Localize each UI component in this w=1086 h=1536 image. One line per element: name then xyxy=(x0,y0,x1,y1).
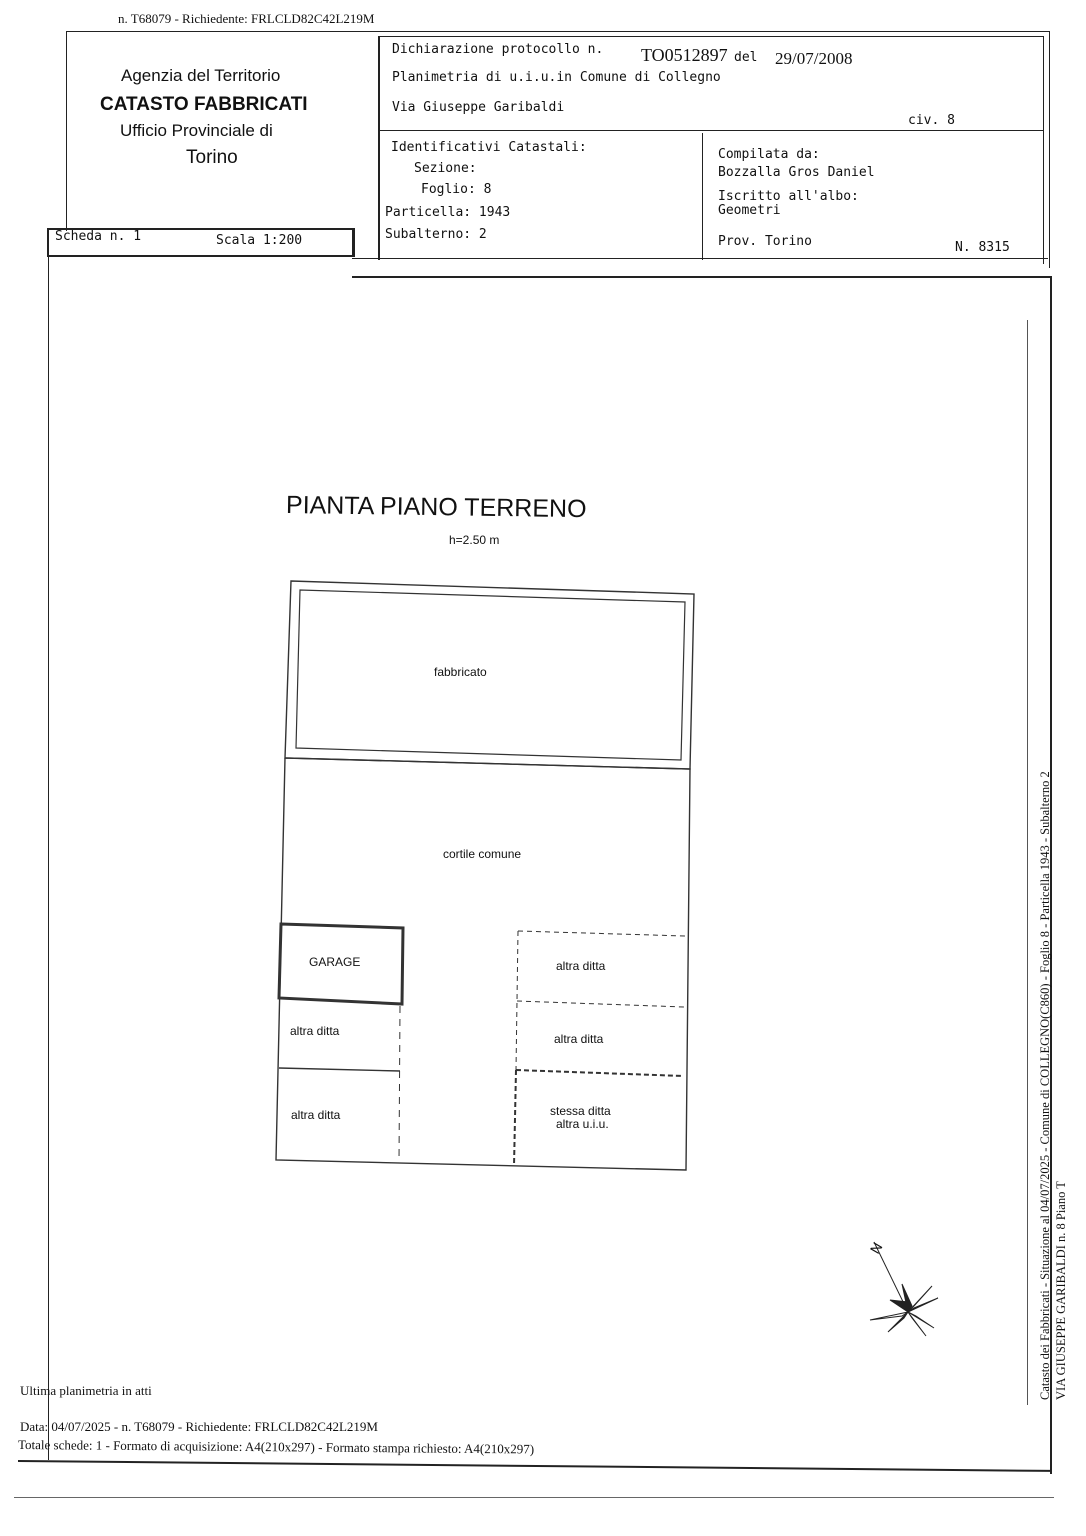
label-cortile: cortile comune xyxy=(443,847,522,861)
foglio-text: Foglio: 8 xyxy=(421,182,492,197)
footer-ultima: Ultima planimetria in atti xyxy=(20,1383,152,1398)
label-altra-ditta-1: altra ditta xyxy=(556,959,606,973)
planimetria-text: Planimetria di u.i.u.in Comune di Collegno xyxy=(392,70,721,85)
label-fabbricato: fabbricato xyxy=(434,665,487,679)
header-box-bottom xyxy=(352,258,1048,259)
subalterno-text: Subalterno: 2 xyxy=(385,227,487,242)
plan-height: h=2.50 m xyxy=(449,533,500,547)
header-box-left xyxy=(378,36,380,260)
main-frame-bottom xyxy=(18,1460,1051,1472)
prov-text: Prov. Torino xyxy=(718,234,812,249)
header-box-split xyxy=(702,133,703,260)
dichiarazione-label: Dichiarazione protocollo n. xyxy=(392,42,604,57)
label-altra-ditta-3: altra ditta xyxy=(554,1032,604,1046)
scheda-number: Scheda n. 1 xyxy=(55,229,142,244)
compass-north-label: N xyxy=(866,1239,886,1257)
header-right-border xyxy=(1049,31,1050,268)
via-text: Via Giuseppe Garibaldi xyxy=(392,100,565,115)
sezione-text: Sezione: xyxy=(414,161,477,176)
label-altra-ditta-4: altra ditta xyxy=(291,1108,341,1122)
main-frame-top xyxy=(352,276,1051,278)
fabbricato-inner xyxy=(296,590,685,760)
protocollo-date: 29/07/2008 xyxy=(775,49,853,68)
header-box-top xyxy=(378,36,1043,37)
label-garage: GARAGE xyxy=(309,955,361,969)
header-box-middle xyxy=(378,130,1043,131)
footer-data: Data: 04/07/2025 - n. T68079 - Richiedente: FRLCLD82C42L219M xyxy=(20,1419,378,1434)
side-text-line1: Catasto dei Fabbricati - Situazione al 04/07/2025 - Comune di COLLEGNO(C860) - Foglio 8 - Particella 1943 - Subalterno 2 xyxy=(1038,771,1052,1400)
agency-city: Torino xyxy=(186,147,238,168)
compilata-name: Bozzalla Gros Daniel xyxy=(718,165,875,180)
outer-bottom-rule xyxy=(14,1497,1054,1498)
floor-plan xyxy=(260,570,700,1180)
header-top-border xyxy=(66,31,1049,32)
agency-catasto: CATASTO FABBRICATI xyxy=(100,94,308,115)
label-altra-ditta-2: altra ditta xyxy=(290,1024,340,1038)
civ-text: civ. 8 xyxy=(908,113,955,128)
main-frame-left xyxy=(48,253,49,1460)
compilata-title: Compilata da: xyxy=(718,147,820,162)
albo-value: Geometri xyxy=(718,203,781,218)
agency-ufficio: Ufficio Provinciale di xyxy=(120,121,273,140)
label-altra-uiu: altra u.i.u. xyxy=(556,1117,609,1131)
plan-title: PIANTA PIANO TERRENO xyxy=(285,491,587,524)
header-box-right xyxy=(1043,36,1044,264)
side-text-line2: VIA GIUSEPPE GARIBALDI n. 8 Piano T xyxy=(1054,1181,1068,1400)
albo-number: N. 8315 xyxy=(955,240,1010,255)
header-left-border xyxy=(66,31,67,231)
label-stessa-ditta: stessa ditta xyxy=(550,1104,611,1118)
scheda-scale: Scala 1:200 xyxy=(216,233,303,248)
fabbricato-outer xyxy=(285,581,694,769)
agency-name: Agenzia del Territorio xyxy=(121,66,281,85)
top-reference: n. T68079 - Richiedente: FRLCLD82C42L219M xyxy=(118,11,375,26)
identificativi-title: Identificativi Catastali: xyxy=(391,140,587,155)
particella-text: Particella: 1943 xyxy=(385,205,511,220)
del-label: del xyxy=(734,50,758,65)
footer-totale: Totale schede: 1 - Formato di acquisizione: A4(210x297) - Formato stampa richiesto: A4(210x297) xyxy=(17,1437,535,1457)
right-margin-rule xyxy=(1027,320,1028,1405)
protocollo-number: TO0512897 xyxy=(641,45,728,65)
iscritto-label: Iscritto all'albo: xyxy=(718,189,859,204)
